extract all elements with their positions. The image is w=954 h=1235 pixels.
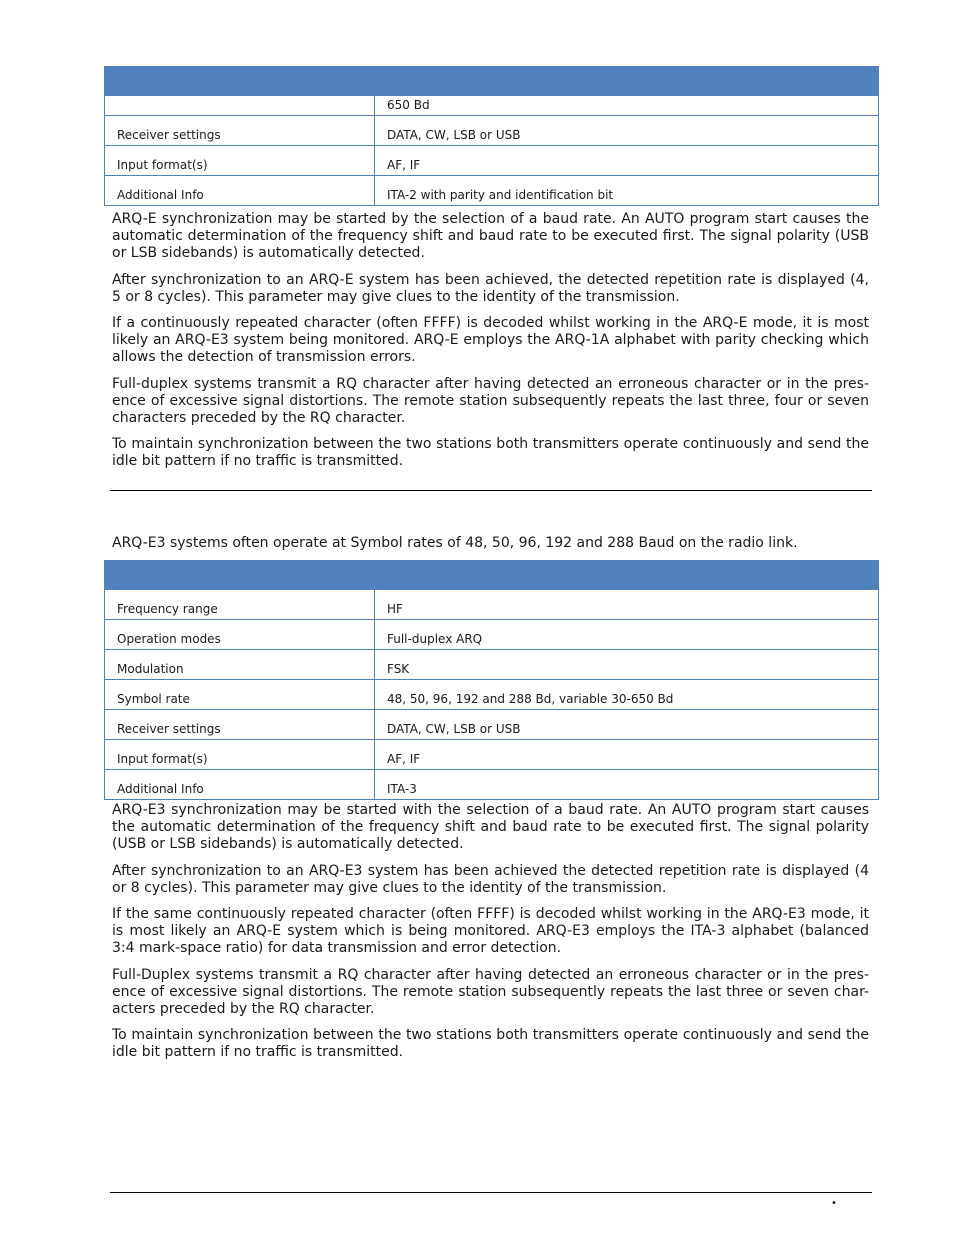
footer-rule xyxy=(110,1192,872,1193)
table-header-row xyxy=(105,561,879,590)
table-row xyxy=(105,620,879,650)
row-value: ITA-3 xyxy=(375,770,879,800)
row-label xyxy=(105,96,375,116)
table-row xyxy=(105,680,879,710)
paragraph: ARQ-E synchronization may be started by the selection of a baud rate. An AUTO program start causes the automatic determination of the frequency shift and baud rate to be executed first. The signal polarity (USB or LSB sidebands) is automatically detected. xyxy=(112,211,869,261)
arq-e-spec-table xyxy=(104,66,879,206)
table-row xyxy=(105,176,879,206)
row-value: AF, IF xyxy=(375,740,879,770)
row-value: 48, 50, 96, 192 and 288 Bd, variable 30-650 Bd xyxy=(375,680,879,710)
row-label: Modulation xyxy=(105,650,375,680)
row-label: Additional Info xyxy=(105,770,375,800)
paragraph: Full-duplex systems transmit a RQ character after having detected an erroneous character or in the pres-ence of excessive signal distortions. The remote station subsequently repeats the last three, four or seven characters preceded by the RQ character. xyxy=(112,376,869,426)
paragraph: ARQ-E3 synchronization may be started with the selection of a baud rate. An AUTO program start causes the automatic determination of the frequency shift and baud rate to be executed first. The signal polarity (USB or LSB sidebands) is automatically detected. xyxy=(112,802,869,852)
paragraph: After synchronization to an ARQ-E3 system has been achieved the detected repetition rate is displayed (4 or 8 cycles). This parameter may give clues to the identity of the transmission. xyxy=(112,863,869,896)
paragraph: To maintain synchronization between the two stations both transmitters operate continuously and send the idle bit pattern if no traffic is transmitted. xyxy=(112,1027,869,1060)
table-row xyxy=(105,740,879,770)
row-label: Operation modes xyxy=(105,620,375,650)
row-label: Frequency range xyxy=(105,590,375,620)
section-intro: ARQ-E3 systems often operate at Symbol rates of 48, 50, 96, 192 and 288 Baud on the radio link. xyxy=(112,535,798,551)
table-row xyxy=(105,116,879,146)
paragraph: If a continuously repeated character (often FFFF) is decoded whilst working in the ARQ-E mode, it is most likely an ARQ-E3 system being monitored. ARQ-E employs the ARQ-1A alphabet with parity checking which allows the detection of transmission errors. xyxy=(112,315,869,365)
row-value: 650 Bd xyxy=(375,96,879,116)
table-header-row xyxy=(105,67,879,96)
row-label: Receiver settings xyxy=(105,116,375,146)
table-row xyxy=(105,710,879,740)
paragraph: Full-Duplex systems transmit a RQ character after having detected an erroneous character or in the pres-ence of excessive signal distortions. The remote station subsequently repeats the last three or seven char-acters preceded by the RQ character. xyxy=(112,967,869,1017)
row-label: Input format(s) xyxy=(105,146,375,176)
arq-e3-spec-table xyxy=(104,560,879,800)
row-value: HF xyxy=(375,590,879,620)
paragraph: If the same continuously repeated character (often FFFF) is decoded whilst working in the ARQ-E3 mode, it is most likely an ARQ-E system which is being monitored. ARQ-E3 employs the ITA-3 alphabet (balanced 3:4 mark-space ratio) for data transmission and error detection. xyxy=(112,906,869,956)
row-value: DATA, CW, LSB or USB xyxy=(375,116,879,146)
table-row xyxy=(105,770,879,800)
footer-bullet: • xyxy=(831,1198,837,1209)
row-value: DATA, CW, LSB or USB xyxy=(375,710,879,740)
row-label: Symbol rate xyxy=(105,680,375,710)
section-divider xyxy=(110,490,872,491)
row-label: Receiver settings xyxy=(105,710,375,740)
table-row xyxy=(105,146,879,176)
row-value: FSK xyxy=(375,650,879,680)
paragraph: To maintain synchronization between the two stations both transmitters operate continuously and send the idle bit pattern if no traffic is transmitted. xyxy=(112,436,869,469)
row-label: Input format(s) xyxy=(105,740,375,770)
table-row xyxy=(105,650,879,680)
row-value: Full-duplex ARQ xyxy=(375,620,879,650)
table-row xyxy=(105,96,879,116)
table-row xyxy=(105,590,879,620)
row-value: ITA-2 with parity and identification bit xyxy=(375,176,879,206)
row-value: AF, IF xyxy=(375,146,879,176)
row-label: Additional Info xyxy=(105,176,375,206)
paragraph: After synchronization to an ARQ-E system has been achieved, the detected repetition rate is displayed (4, 5 or 8 cycles). This parameter may give clues to the identity of the transmission. xyxy=(112,272,869,305)
